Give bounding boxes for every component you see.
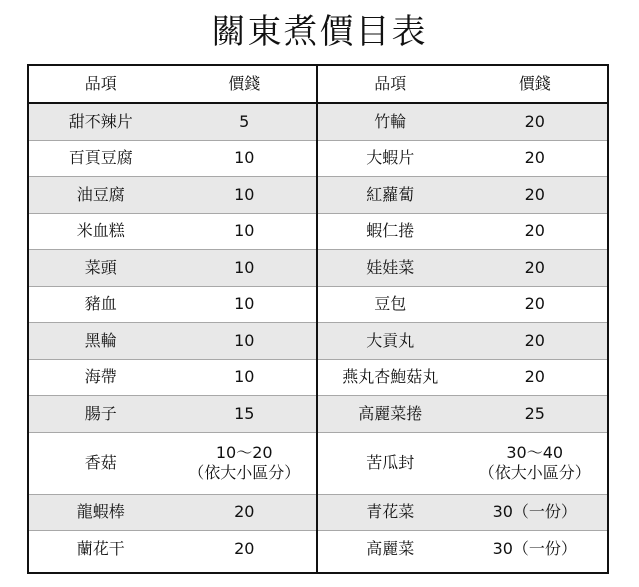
item-name: 海帶 bbox=[84, 367, 117, 387]
item-price: 30～40 bbox=[506, 443, 564, 462]
table-row bbox=[318, 287, 607, 324]
header-item: 品項 bbox=[374, 74, 407, 93]
header-price: 價錢 bbox=[518, 74, 551, 93]
item-price: 10 bbox=[234, 257, 255, 277]
item-price: 10 bbox=[234, 221, 255, 241]
item-price: 20 bbox=[234, 502, 255, 522]
item-price: 20 bbox=[524, 257, 545, 277]
item-name: 燕丸杏鮑菇丸 bbox=[342, 367, 439, 387]
item-name: 香菇 bbox=[84, 453, 117, 472]
item-name: 甜不辣片 bbox=[68, 111, 133, 131]
table-row bbox=[318, 177, 607, 214]
table-row bbox=[318, 250, 607, 287]
price-table bbox=[27, 64, 609, 574]
price-table-left bbox=[29, 66, 318, 572]
item-price-range bbox=[173, 443, 317, 483]
item-name: 苦瓜封 bbox=[366, 453, 415, 472]
item-price: 20 bbox=[524, 367, 545, 387]
item-name: 豬血 bbox=[84, 294, 117, 314]
table-row bbox=[29, 323, 316, 360]
table-row bbox=[29, 287, 316, 324]
table-row bbox=[318, 141, 607, 178]
header-row bbox=[29, 66, 316, 104]
table-row bbox=[318, 214, 607, 251]
item-price: 15 bbox=[234, 403, 255, 423]
table-row bbox=[29, 141, 316, 178]
table-row bbox=[29, 214, 316, 251]
item-price: 20 bbox=[524, 221, 545, 241]
table-row bbox=[318, 104, 607, 141]
item-price: 10 bbox=[234, 294, 255, 314]
table-row bbox=[29, 250, 316, 287]
table-row bbox=[318, 433, 607, 495]
item-price: 10～20 bbox=[215, 443, 273, 462]
item-name: 蝦仁捲 bbox=[366, 221, 415, 241]
item-name: 油豆腐 bbox=[76, 184, 125, 204]
item-name: 紅蘿蔔 bbox=[366, 184, 415, 204]
table-row bbox=[29, 104, 316, 141]
item-price: 10 bbox=[234, 330, 255, 350]
item-name: 龍蝦棒 bbox=[76, 502, 125, 522]
item-price: 5 bbox=[239, 111, 250, 131]
item-price: 10 bbox=[234, 184, 255, 204]
item-price: 20 bbox=[234, 539, 255, 559]
header-price: 價錢 bbox=[228, 74, 261, 93]
item-price: 20 bbox=[524, 111, 545, 131]
table-row bbox=[29, 495, 316, 532]
header-item: 品項 bbox=[84, 74, 117, 93]
item-name: 大貢丸 bbox=[366, 330, 415, 350]
table-row bbox=[318, 396, 607, 433]
item-price: 25 bbox=[524, 403, 545, 423]
table-row bbox=[29, 177, 316, 214]
table-row bbox=[318, 323, 607, 360]
item-name: 米血糕 bbox=[76, 221, 125, 241]
item-name: 腸子 bbox=[84, 403, 117, 423]
item-price-note: （依大小區分） bbox=[478, 463, 591, 482]
table-row bbox=[29, 396, 316, 433]
item-price-range bbox=[463, 443, 608, 483]
table-row bbox=[29, 433, 316, 495]
price-table-right bbox=[318, 66, 607, 572]
table-row bbox=[318, 495, 607, 532]
item-price: 30（一份） bbox=[492, 502, 577, 522]
table-row bbox=[318, 531, 607, 568]
item-name: 黑輪 bbox=[84, 330, 117, 350]
item-price: 10 bbox=[234, 148, 255, 168]
table-row bbox=[29, 360, 316, 397]
item-name: 青花菜 bbox=[366, 502, 415, 522]
item-name: 大蝦片 bbox=[366, 148, 415, 168]
table-row bbox=[29, 531, 316, 568]
item-name: 豆包 bbox=[374, 294, 407, 314]
item-price: 20 bbox=[524, 294, 545, 314]
item-price: 20 bbox=[524, 148, 545, 168]
item-name: 蘭花干 bbox=[76, 539, 125, 559]
item-name: 娃娃菜 bbox=[366, 257, 415, 277]
header-row bbox=[318, 66, 607, 104]
item-price-note: （依大小區分） bbox=[188, 463, 301, 482]
item-name: 百頁豆腐 bbox=[68, 148, 133, 168]
item-price: 30（一份） bbox=[492, 539, 577, 559]
table-row bbox=[318, 360, 607, 397]
item-price: 20 bbox=[524, 330, 545, 350]
item-name: 竹輪 bbox=[374, 111, 407, 131]
item-price: 10 bbox=[234, 367, 255, 387]
item-name: 菜頭 bbox=[84, 257, 117, 277]
page-title: 關東煮價目表 bbox=[211, 12, 428, 52]
item-name: 高麗菜捲 bbox=[358, 403, 423, 423]
item-name: 高麗菜 bbox=[366, 539, 415, 559]
item-price: 20 bbox=[524, 184, 545, 204]
